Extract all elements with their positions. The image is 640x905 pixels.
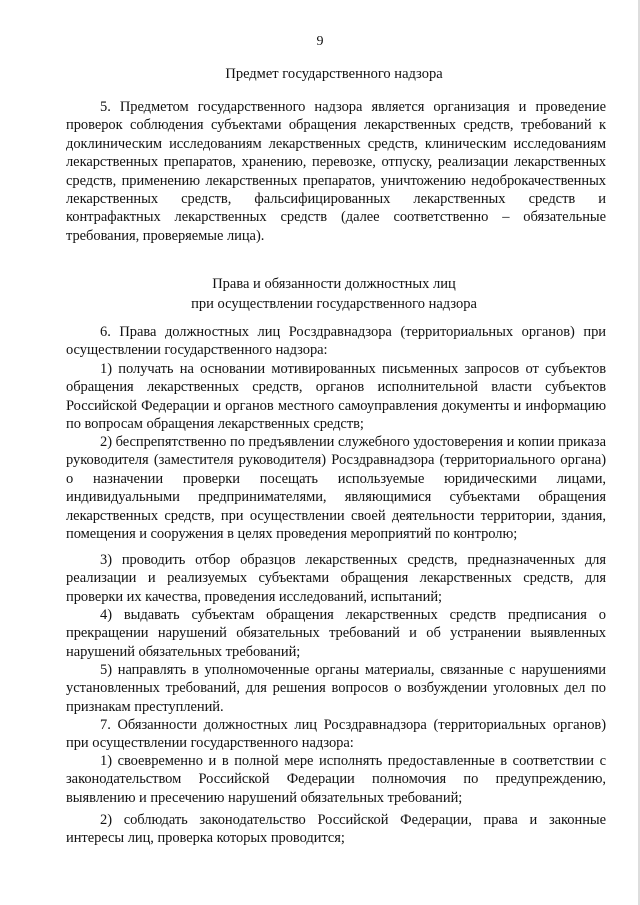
section-heading-rights bbox=[64, 274, 604, 314]
section-heading-rights-line2: при осуществлении государственного надзора bbox=[191, 296, 477, 312]
paragraph-7-item-1: 1) своевременно и в полной мере исполнять предоставленные в соответствии с законодательством Российской Федерации полномочия по предупреждению, выявлению и пресечению нарушений обязательных требований; bbox=[66, 753, 606, 806]
paragraph-7-item-2: 2) соблюдать законодательство Российской Федерации, права и законные интересы лиц, проверка которых проводится; bbox=[66, 812, 606, 847]
paragraph-6-item-3: 3) проводить отбор образцов лекарственных средств, предназначенных для реализации и реализуемых субъектами обращения лекарственных средств, для проверки их качества, проведения исследований, испытаний; bbox=[66, 552, 606, 605]
section-heading-subject bbox=[64, 64, 604, 84]
paragraph-6-item-2: 2) беспрепятственно по предъявлении служебного удостоверения и копии приказа руководителя (заместителя руководителя) Росздравнадзора (территориального органа) о назначении проверки посещать используемые юридическими лицами, индивидуальными предпринимателями, являющимися субъектами обращения лекарственных средств, при осуществлении своей деятельности территории, здания, помещения и сооружения в целях проведения мероприятий по контролю; bbox=[66, 434, 606, 543]
paragraph-6-item-1: 1) получать на основании мотивированных письменных запросов от субъектов обращения лекарственных средств, органов исполнительной власти субъектов Российской Федерации и органов местного самоуправления документы и информацию по вопросам обращения лекарственных средств; bbox=[66, 361, 606, 433]
paragraph-7: 7. Обязанности должностных лиц Росздравнадзора (территориальных органов) при осуществлении государственного надзора: bbox=[66, 717, 606, 752]
paragraph-5: 5. Предметом государственного надзора является организация и проведение проверок соблюдения субъектами обращения лекарственных средств, требований к доклиническим исследованиям лекарственных средств, клиническим исследованиям лекарственных препаратов, хранению, перевозке, отпуску, реализации лекарственных средств, применению лекарственных препаратов, уничтожению недоброкачественных лекарственных средств, фальсифицированных лекарственных средств и контрафактных лекарственных средств (далее соответственно – обязательные требования, проверяемые лица). bbox=[66, 99, 606, 244]
section-heading-subject-text: Предмет государственного надзора bbox=[225, 66, 443, 82]
page-number: 9 bbox=[316, 34, 324, 49]
paragraph-6-item-5: 5) направлять в уполномоченные органы материалы, связанные с нарушениями установленных требований, для решения вопросов о возбуждении уголовных дел по признакам преступлений. bbox=[66, 662, 606, 715]
paragraph-6-item-4: 4) выдавать субъектам обращения лекарственных средств предписания о прекращении нарушений обязательных требований и об устранении выявленных нарушений обязательных требований; bbox=[66, 607, 606, 660]
section-heading-rights-line1: Права и обязанности должностных лиц bbox=[212, 276, 456, 292]
paragraph-6: 6. Права должностных лиц Росздравнадзора (территориальных органов) при осуществлении государственного надзора: bbox=[66, 324, 606, 359]
